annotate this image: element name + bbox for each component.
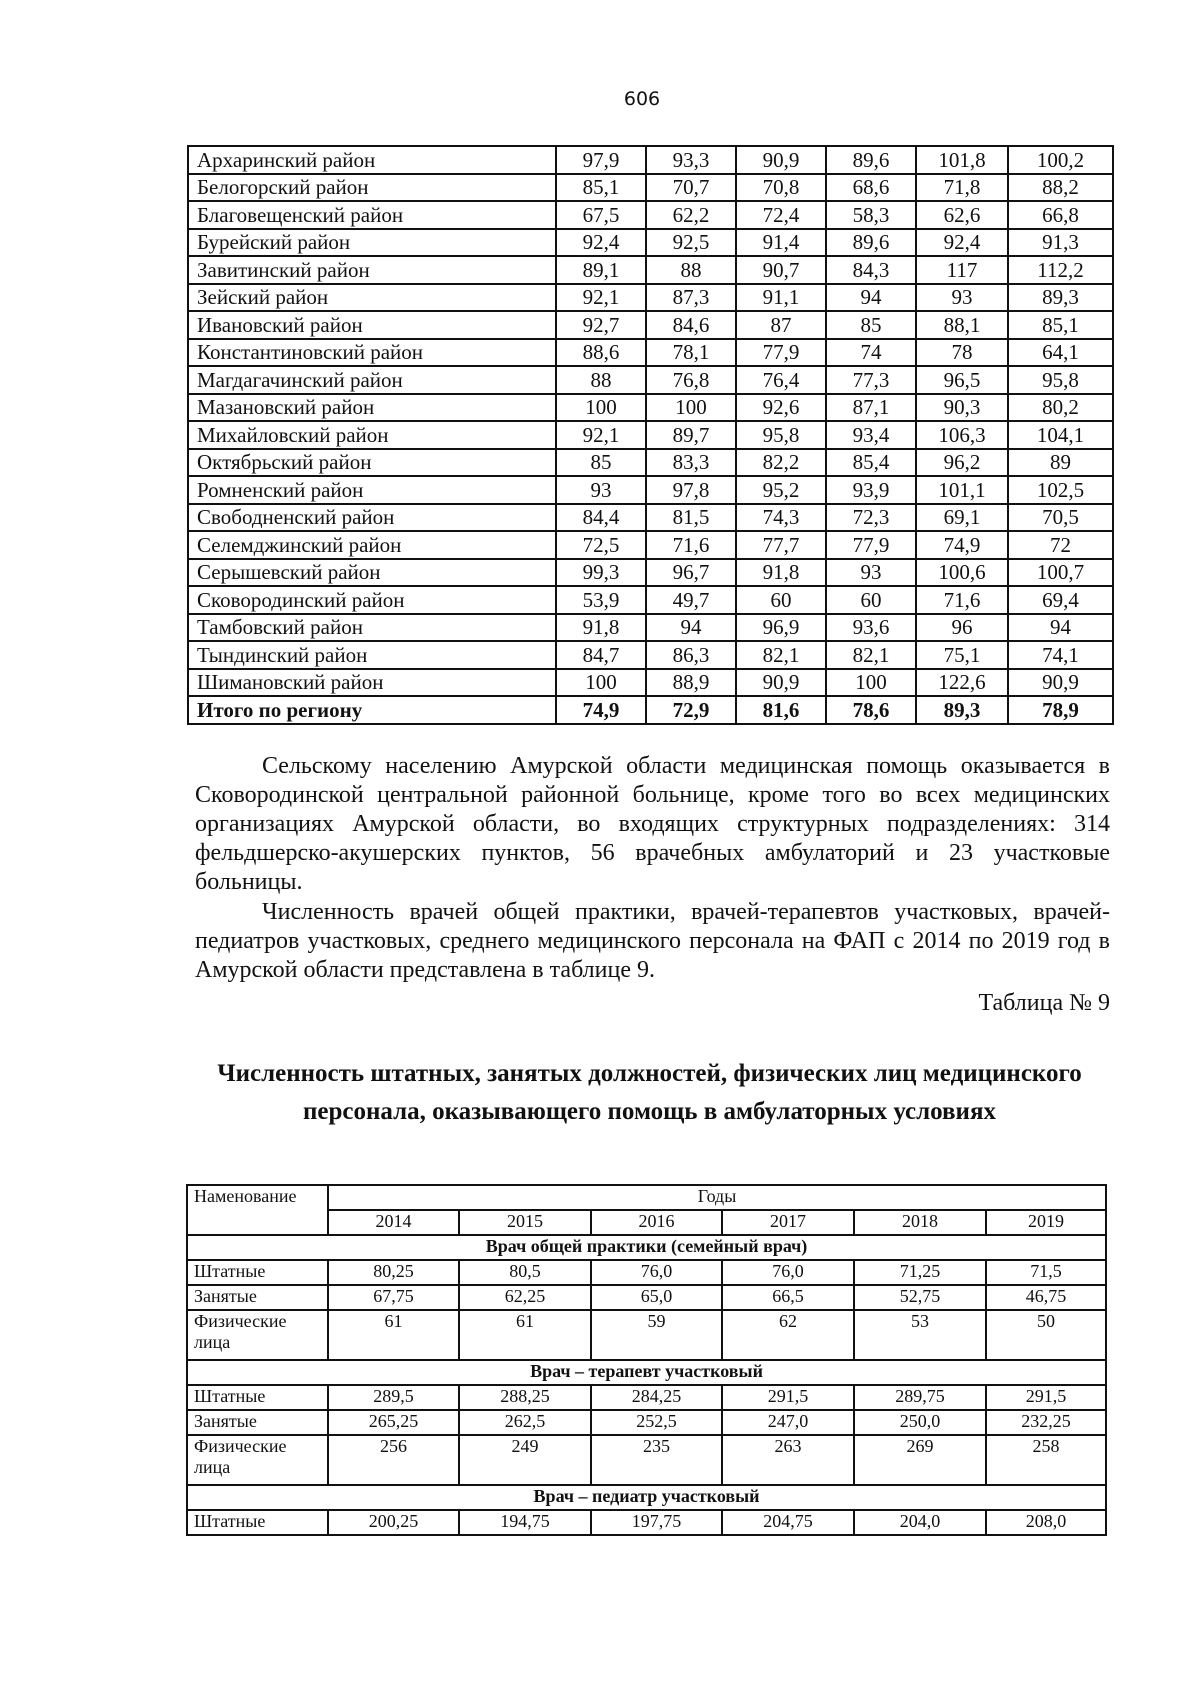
- value-cell: 269: [854, 1435, 986, 1485]
- value-cell: 78,6: [826, 696, 916, 724]
- value-cell: 93: [916, 284, 1008, 312]
- value-cell: 58,3: [826, 201, 916, 229]
- value-cell: 66,8: [1008, 201, 1113, 229]
- total-row: [188, 696, 1113, 724]
- value-cell: 89: [1008, 449, 1113, 477]
- value-cell: 69,4: [1008, 586, 1113, 614]
- district-name: Селемджинский район: [188, 531, 556, 559]
- value-cell: 52,75: [854, 1285, 986, 1310]
- header-name-cell: Наменование: [187, 1185, 328, 1235]
- value-cell: 93,9: [826, 476, 916, 504]
- value-cell: 117: [916, 256, 1008, 284]
- value-cell: 84,3: [826, 256, 916, 284]
- value-cell: 62,25: [459, 1285, 591, 1310]
- district-name: Зейский район: [188, 284, 556, 312]
- value-cell: 62,6: [916, 201, 1008, 229]
- value-cell: 84,6: [646, 311, 736, 339]
- table-row: [187, 1510, 1106, 1535]
- district-name: Михайловский район: [188, 421, 556, 449]
- paragraph-rural-care: Сельскому населению Амурской области медицинская помощь оказывается в Сковородинской центральной районной больнице, кроме того во всех медицинских организациях Амурской области, во входящих структурных подразделениях: 314 фельдшерско-акушерских пунктов, 56 врачебных амбулаторий и 23 участковые больницы.: [195, 753, 1110, 895]
- value-cell: 85,1: [1008, 311, 1113, 339]
- value-cell: 96,9: [736, 614, 826, 642]
- value-cell: 72: [1008, 531, 1113, 559]
- value-cell: 72,4: [736, 201, 826, 229]
- value-cell: 80,25: [328, 1260, 459, 1285]
- table-row: [188, 366, 1113, 394]
- value-cell: 71,8: [916, 174, 1008, 202]
- value-cell: 89,7: [646, 421, 736, 449]
- district-name: Свободненский район: [188, 504, 556, 532]
- value-cell: 95,8: [736, 421, 826, 449]
- value-cell: 92,5: [646, 229, 736, 257]
- value-cell: 61: [459, 1310, 591, 1360]
- value-cell: 208,0: [986, 1510, 1106, 1535]
- section-title: Врач общей практики (семейный врач): [187, 1235, 1106, 1260]
- value-cell: 94: [826, 284, 916, 312]
- district-name: Шимановский район: [188, 669, 556, 697]
- value-cell: 97,9: [556, 146, 646, 174]
- year-cell: 2016: [591, 1210, 722, 1235]
- paragraph-staff-count: Численность врачей общей практики, врачей-терапевтов участковых, врачей-педиатров участковых, среднего медицинского персонала на ФАП с 2014 по 2019 год в Амурской области представлена в таблице 9.: [195, 899, 1110, 983]
- value-cell: 88,1: [916, 311, 1008, 339]
- value-cell: 87,1: [826, 394, 916, 422]
- value-cell: 247,0: [722, 1410, 854, 1435]
- district-name: Архаринский район: [188, 146, 556, 174]
- value-cell: 122,6: [916, 669, 1008, 697]
- value-cell: 100: [556, 669, 646, 697]
- value-cell: 112,2: [1008, 256, 1113, 284]
- district-indicators-table: [187, 145, 1114, 725]
- value-cell: 95,2: [736, 476, 826, 504]
- value-cell: 101,8: [916, 146, 1008, 174]
- table-row: [188, 504, 1113, 532]
- section-row: [187, 1235, 1106, 1260]
- value-cell: 60: [826, 586, 916, 614]
- value-cell: 262,5: [459, 1410, 591, 1435]
- table-row: [187, 1385, 1106, 1410]
- table-row: [188, 174, 1113, 202]
- value-cell: 72,9: [646, 696, 736, 724]
- district-name: Тындинский район: [188, 641, 556, 669]
- table-row: [188, 586, 1113, 614]
- value-cell: 88,6: [556, 339, 646, 367]
- value-cell: 200,25: [328, 1510, 459, 1535]
- district-name: Магдагачинский район: [188, 366, 556, 394]
- district-name: Благовещенский район: [188, 201, 556, 229]
- value-cell: 74,9: [556, 696, 646, 724]
- value-cell: 85,4: [826, 449, 916, 477]
- value-cell: 66,5: [722, 1285, 854, 1310]
- value-cell: 92,7: [556, 311, 646, 339]
- value-cell: 258: [986, 1435, 1106, 1485]
- value-cell: 60: [736, 586, 826, 614]
- year-cell: 2015: [459, 1210, 591, 1235]
- value-cell: 252,5: [591, 1410, 722, 1435]
- value-cell: 91,8: [556, 614, 646, 642]
- value-cell: 53,9: [556, 586, 646, 614]
- value-cell: 62,2: [646, 201, 736, 229]
- value-cell: 50: [986, 1310, 1106, 1360]
- value-cell: 104,1: [1008, 421, 1113, 449]
- table-row: [188, 201, 1113, 229]
- value-cell: 92,1: [556, 421, 646, 449]
- value-cell: 59: [591, 1310, 722, 1360]
- row-label: Физические лица: [187, 1435, 328, 1485]
- table-row: [187, 1410, 1106, 1435]
- value-cell: 100,6: [916, 559, 1008, 587]
- value-cell: 101,1: [916, 476, 1008, 504]
- value-cell: 85: [556, 449, 646, 477]
- value-cell: 232,25: [986, 1410, 1106, 1435]
- row-label: Занятые: [187, 1285, 328, 1310]
- value-cell: 265,25: [328, 1410, 459, 1435]
- value-cell: 95,8: [1008, 366, 1113, 394]
- table-row: [188, 669, 1113, 697]
- value-cell: 86,3: [646, 641, 736, 669]
- value-cell: 88,2: [1008, 174, 1113, 202]
- value-cell: 197,75: [591, 1510, 722, 1535]
- table-row: [187, 1435, 1106, 1485]
- table-row: [188, 641, 1113, 669]
- value-cell: 284,25: [591, 1385, 722, 1410]
- value-cell: 82,1: [736, 641, 826, 669]
- district-name: Итого по региону: [188, 696, 556, 724]
- value-cell: 76,0: [591, 1260, 722, 1285]
- value-cell: 92,4: [916, 229, 1008, 257]
- value-cell: 92,4: [556, 229, 646, 257]
- value-cell: 100: [646, 394, 736, 422]
- value-cell: 91,3: [1008, 229, 1113, 257]
- value-cell: 90,9: [736, 669, 826, 697]
- value-cell: 70,8: [736, 174, 826, 202]
- value-cell: 76,8: [646, 366, 736, 394]
- value-cell: 93: [556, 476, 646, 504]
- value-cell: 90,9: [1008, 669, 1113, 697]
- table-row: [187, 1310, 1106, 1360]
- value-cell: 70,7: [646, 174, 736, 202]
- value-cell: 77,3: [826, 366, 916, 394]
- value-cell: 53: [854, 1310, 986, 1360]
- value-cell: 100: [556, 394, 646, 422]
- value-cell: 90,9: [736, 146, 826, 174]
- value-cell: 194,75: [459, 1510, 591, 1535]
- table2-header-row: [187, 1185, 1106, 1210]
- value-cell: 71,6: [646, 531, 736, 559]
- value-cell: 100,7: [1008, 559, 1113, 587]
- value-cell: 67,75: [328, 1285, 459, 1310]
- value-cell: 61: [328, 1310, 459, 1360]
- value-cell: 71,25: [854, 1260, 986, 1285]
- value-cell: 88,9: [646, 669, 736, 697]
- value-cell: 250,0: [854, 1410, 986, 1435]
- row-label: Штатные: [187, 1385, 328, 1410]
- year-cell: 2019: [986, 1210, 1106, 1235]
- district-name: Серышевский район: [188, 559, 556, 587]
- value-cell: 49,7: [646, 586, 736, 614]
- value-cell: 106,3: [916, 421, 1008, 449]
- value-cell: 74,1: [1008, 641, 1113, 669]
- value-cell: 82,2: [736, 449, 826, 477]
- value-cell: 92,6: [736, 394, 826, 422]
- value-cell: 263: [722, 1435, 854, 1485]
- value-cell: 71,6: [916, 586, 1008, 614]
- value-cell: 70,5: [1008, 504, 1113, 532]
- value-cell: 96,2: [916, 449, 1008, 477]
- value-cell: 76,4: [736, 366, 826, 394]
- year-cell: 2017: [722, 1210, 854, 1235]
- value-cell: 204,75: [722, 1510, 854, 1535]
- value-cell: 288,25: [459, 1385, 591, 1410]
- value-cell: 74,9: [916, 531, 1008, 559]
- value-cell: 71,5: [986, 1260, 1106, 1285]
- value-cell: 289,5: [328, 1385, 459, 1410]
- table-row: [188, 449, 1113, 477]
- table-row: [188, 146, 1113, 174]
- value-cell: 78: [916, 339, 1008, 367]
- value-cell: 291,5: [986, 1385, 1106, 1410]
- section-title: Врач – педиатр участковый: [187, 1485, 1106, 1510]
- district-name: Ромненский район: [188, 476, 556, 504]
- value-cell: 89,6: [826, 229, 916, 257]
- value-cell: 78,1: [646, 339, 736, 367]
- value-cell: 256: [328, 1435, 459, 1485]
- section-title: Врач – терапевт участковый: [187, 1360, 1106, 1385]
- value-cell: 102,5: [1008, 476, 1113, 504]
- value-cell: 291,5: [722, 1385, 854, 1410]
- district-name: Бурейский район: [188, 229, 556, 257]
- table-row: [188, 476, 1113, 504]
- value-cell: 87,3: [646, 284, 736, 312]
- table-row: [188, 311, 1113, 339]
- value-cell: 68,6: [826, 174, 916, 202]
- value-cell: 87: [736, 311, 826, 339]
- section-row: [187, 1485, 1106, 1510]
- row-label: Штатные: [187, 1260, 328, 1285]
- value-cell: 96,5: [916, 366, 1008, 394]
- value-cell: 90,3: [916, 394, 1008, 422]
- value-cell: 89,3: [1008, 284, 1113, 312]
- value-cell: 94: [1008, 614, 1113, 642]
- value-cell: 100: [826, 669, 916, 697]
- row-label: Занятые: [187, 1410, 328, 1435]
- value-cell: 93: [826, 559, 916, 587]
- value-cell: 249: [459, 1435, 591, 1485]
- value-cell: 67,5: [556, 201, 646, 229]
- value-cell: 204,0: [854, 1510, 986, 1535]
- table-row: [188, 256, 1113, 284]
- value-cell: 77,9: [826, 531, 916, 559]
- value-cell: 85,1: [556, 174, 646, 202]
- value-cell: 88: [556, 366, 646, 394]
- value-cell: 235: [591, 1435, 722, 1485]
- table-row: [188, 229, 1113, 257]
- value-cell: 93,3: [646, 146, 736, 174]
- value-cell: 91,8: [736, 559, 826, 587]
- row-label: Физические лица: [187, 1310, 328, 1360]
- value-cell: 65,0: [591, 1285, 722, 1310]
- year-cell: 2018: [854, 1210, 986, 1235]
- value-cell: 89,6: [826, 146, 916, 174]
- table-row: [188, 394, 1113, 422]
- value-cell: 74,3: [736, 504, 826, 532]
- value-cell: 88: [646, 256, 736, 284]
- value-cell: 46,75: [986, 1285, 1106, 1310]
- value-cell: 72,3: [826, 504, 916, 532]
- value-cell: 64,1: [1008, 339, 1113, 367]
- district-name: Мазановский район: [188, 394, 556, 422]
- district-name: Ивановский район: [188, 311, 556, 339]
- value-cell: 94: [646, 614, 736, 642]
- value-cell: 96: [916, 614, 1008, 642]
- value-cell: 81,6: [736, 696, 826, 724]
- page-number: 606: [623, 88, 661, 110]
- district-name: Сковородинский район: [188, 586, 556, 614]
- district-name: Тамбовский район: [188, 614, 556, 642]
- value-cell: 100,2: [1008, 146, 1113, 174]
- table-row: [187, 1260, 1106, 1285]
- value-cell: 76,0: [722, 1260, 854, 1285]
- table-row: [188, 339, 1113, 367]
- value-cell: 62: [722, 1310, 854, 1360]
- value-cell: 90,7: [736, 256, 826, 284]
- value-cell: 84,7: [556, 641, 646, 669]
- value-cell: 99,3: [556, 559, 646, 587]
- value-cell: 92,1: [556, 284, 646, 312]
- value-cell: 82,1: [826, 641, 916, 669]
- value-cell: 77,7: [736, 531, 826, 559]
- value-cell: 97,8: [646, 476, 736, 504]
- value-cell: 93,6: [826, 614, 916, 642]
- value-cell: 289,75: [854, 1385, 986, 1410]
- value-cell: 74: [826, 339, 916, 367]
- district-name: Константиновский район: [188, 339, 556, 367]
- value-cell: 81,5: [646, 504, 736, 532]
- header-years-cell: Годы: [328, 1185, 1106, 1210]
- value-cell: 77,9: [736, 339, 826, 367]
- value-cell: 96,7: [646, 559, 736, 587]
- value-cell: 80,5: [459, 1260, 591, 1285]
- table-row: [188, 284, 1113, 312]
- table-label: Таблица № 9: [978, 990, 1110, 1016]
- value-cell: 91,4: [736, 229, 826, 257]
- value-cell: 91,1: [736, 284, 826, 312]
- table-row: [188, 421, 1113, 449]
- district-name: Октябрьский район: [188, 449, 556, 477]
- value-cell: 69,1: [916, 504, 1008, 532]
- district-name: Завитинский район: [188, 256, 556, 284]
- value-cell: 89,1: [556, 256, 646, 284]
- staff-table: [186, 1184, 1107, 1536]
- year-cell: 2014: [328, 1210, 459, 1235]
- value-cell: 83,3: [646, 449, 736, 477]
- value-cell: 93,4: [826, 421, 916, 449]
- table-row: [188, 531, 1113, 559]
- value-cell: 89,3: [916, 696, 1008, 724]
- table2-title: Численность штатных, занятых должностей, физических лиц медицинского персонала, оказывающего помощь в амбулаторных условиях: [217, 1060, 1082, 1125]
- value-cell: 80,2: [1008, 394, 1113, 422]
- value-cell: 72,5: [556, 531, 646, 559]
- value-cell: 78,9: [1008, 696, 1113, 724]
- value-cell: 85: [826, 311, 916, 339]
- table-row: [187, 1285, 1106, 1310]
- table-row: [188, 559, 1113, 587]
- row-label: Штатные: [187, 1510, 328, 1535]
- section-row: [187, 1360, 1106, 1385]
- table-row: [188, 614, 1113, 642]
- district-name: Белогорский район: [188, 174, 556, 202]
- value-cell: 75,1: [916, 641, 1008, 669]
- value-cell: 84,4: [556, 504, 646, 532]
